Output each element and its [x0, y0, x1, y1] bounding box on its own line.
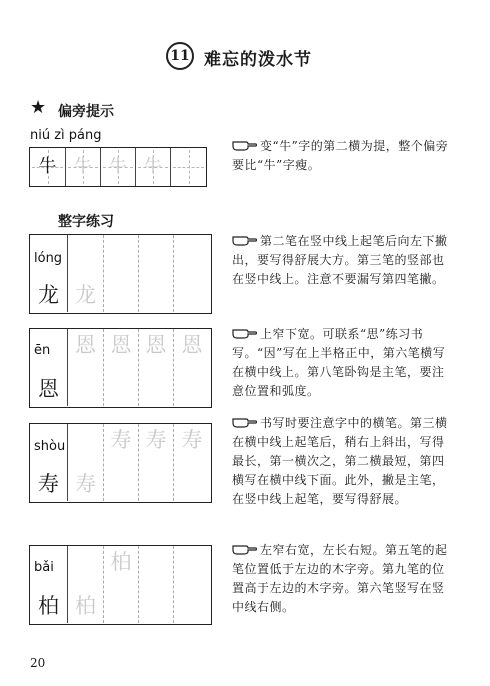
pointing-hand-icon	[232, 543, 258, 555]
character-pinyin: ēn	[34, 343, 51, 358]
lesson-number-badge: 11	[166, 42, 194, 70]
trace-character: 恩	[75, 333, 96, 357]
grid-cell	[104, 424, 139, 501]
tip-text: 第二笔在竖中线上起笔后向左下撇出，要写得舒展大方。第三笔的竖部也在竖中线上。注意不要漏写第四笔撇。	[232, 234, 448, 286]
grid-cell	[30, 546, 68, 623]
grid-cell	[101, 148, 136, 186]
trace-character: 寿	[181, 428, 203, 452]
char-grid-block	[29, 328, 212, 408]
section-title-radical: 偏旁提示	[58, 104, 114, 120]
grid-cell	[30, 148, 66, 186]
pointing-hand-icon	[232, 234, 258, 246]
grid-cell	[30, 235, 68, 312]
tip-text: 变“牛”字的第二横为提，整个偏旁要比“牛”字瘦。	[232, 139, 449, 172]
character-tip	[232, 541, 454, 617]
grid-cell	[66, 148, 101, 186]
section-title-characters: 整字练习	[58, 214, 114, 230]
trace-character: 恩	[181, 333, 203, 357]
grid-cell	[68, 329, 104, 406]
grid-cell	[139, 424, 174, 501]
radical-tip	[232, 137, 454, 175]
grid-cell	[174, 546, 210, 623]
character-tip	[232, 232, 454, 289]
trace-character: 柏	[110, 550, 132, 574]
page-number: 20	[30, 656, 46, 670]
trace-character: 柏	[75, 594, 96, 618]
grid-cell	[174, 235, 210, 312]
writing-grid	[30, 235, 210, 312]
radical-writing-grid	[29, 147, 207, 187]
grid-cell	[68, 235, 104, 312]
model-character: 柏	[38, 594, 59, 618]
trace-character: 寿	[110, 428, 132, 452]
character-pinyin: lóng	[34, 251, 63, 266]
trace-character: 寿	[75, 472, 96, 496]
trace-character: 牛	[144, 156, 162, 177]
grid-cell	[139, 329, 174, 406]
grid-cell	[68, 546, 104, 623]
model-character: 龙	[38, 283, 59, 307]
trace-character: 寿	[145, 428, 167, 452]
character-tip	[232, 325, 454, 401]
grid-cell	[68, 424, 104, 501]
grid-cell	[171, 148, 206, 186]
writing-grid	[30, 424, 210, 501]
trace-character: 龙	[75, 283, 96, 307]
grid-cell	[139, 235, 174, 312]
pointing-hand-icon	[232, 327, 258, 339]
grid-cell	[139, 546, 174, 623]
tip-text: 书写时要注意字中的横笔。第三横在横中线上起笔后，稍右上斜出，写得最长，第一横次之，第二横最短，第四横写在横中线下面。此外，撇是主笔，在竖中线上起笔，要写得舒展。	[232, 416, 448, 506]
writing-grid	[30, 329, 210, 406]
grid-cell	[136, 148, 171, 186]
trace-character: 牛	[74, 156, 92, 177]
grid-cell	[104, 235, 139, 312]
grid-cell	[174, 329, 210, 406]
pointing-hand-icon	[232, 416, 258, 428]
star-icon: ★	[30, 97, 47, 118]
writing-grid	[30, 546, 210, 623]
grid-cell	[104, 546, 139, 623]
pointing-hand-icon	[232, 139, 258, 151]
model-character: 寿	[38, 472, 59, 496]
radical-pinyin: niú zì páng	[30, 128, 102, 143]
page-title: 难忘的泼水节	[204, 50, 312, 70]
trace-character: 恩	[145, 333, 167, 357]
trace-character: 恩	[110, 333, 132, 357]
char-grid-block	[29, 545, 212, 625]
tip-text: 上窄下宽。可联系“思”练习书写。“因”写在上半格正中，第六笔横写在横中线上。第八笔卧钩是主笔，要注意位置和弧度。	[232, 327, 446, 398]
model-character: 恩	[38, 377, 59, 401]
char-grid-block	[29, 234, 212, 314]
character-pinyin: shòu	[34, 439, 66, 454]
char-grid-block	[29, 423, 212, 503]
model-character: 牛	[38, 156, 57, 177]
grid-cell	[30, 329, 68, 406]
tip-text: 左窄右宽，左长右短。第五笔的起笔位置低于左边的木字旁。第九笔的位置高于左边的木字旁。第六笔竖写在竖中线右侧。	[232, 543, 448, 614]
grid-cell	[174, 424, 210, 501]
grid-cell	[104, 329, 139, 406]
character-tip	[232, 414, 454, 509]
character-pinyin: bǎi	[34, 560, 54, 575]
grid-cell	[30, 424, 68, 501]
trace-character: 牛	[109, 156, 127, 177]
